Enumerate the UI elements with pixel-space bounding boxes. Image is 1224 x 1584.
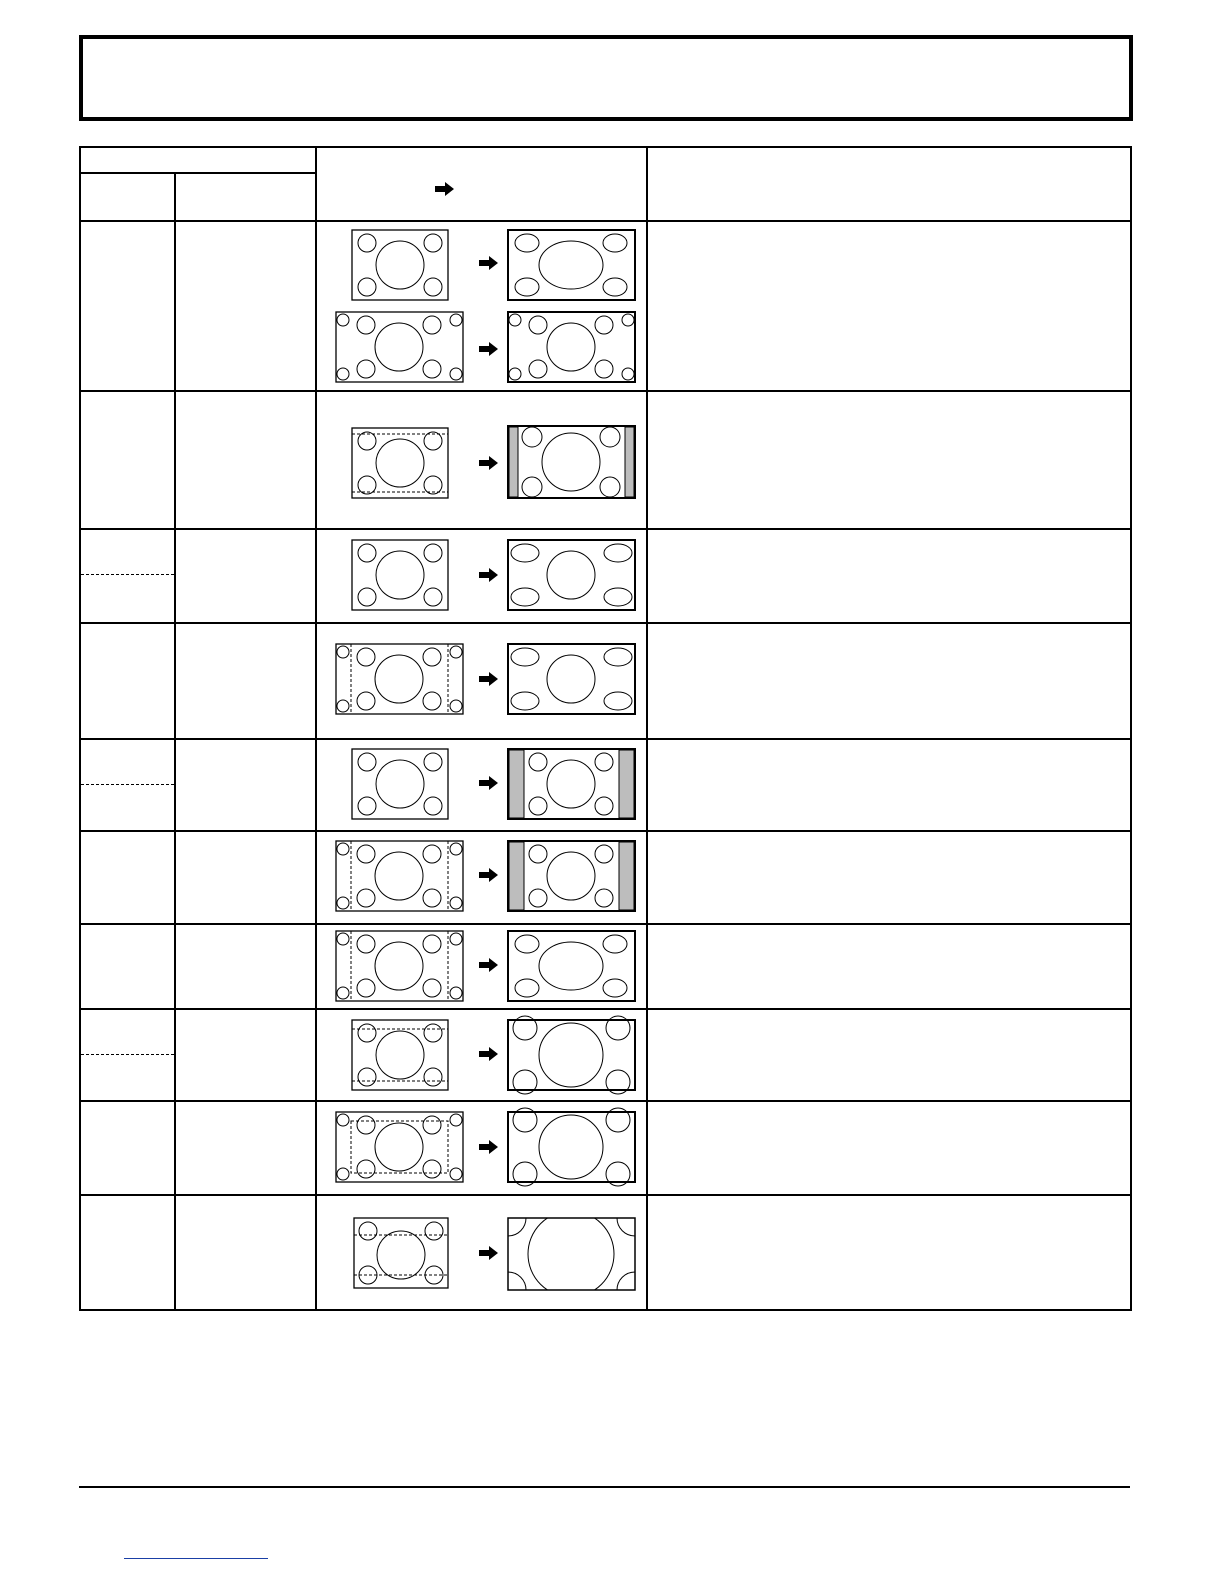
header-mode-group <box>80 147 316 173</box>
row-1-diagram <box>316 221 647 391</box>
row-6-col-a <box>80 831 175 924</box>
row-9-col-b <box>175 1101 316 1195</box>
row-1-diagram-svg <box>317 222 648 388</box>
row-3-diagram <box>316 529 647 623</box>
footer-link-underline[interactable] <box>124 1558 268 1559</box>
row-7-col-b <box>175 924 316 1009</box>
row-9-col-a <box>80 1101 175 1195</box>
row-2-col-a <box>80 391 175 529</box>
row-4-description <box>647 623 1131 739</box>
row-7-description <box>647 924 1131 1009</box>
row-8-description <box>647 1009 1131 1101</box>
row-2-diagram-svg <box>317 392 648 526</box>
row-4-col-b <box>175 623 316 739</box>
header-col1 <box>80 173 175 221</box>
row-9-diagram-svg <box>317 1102 648 1192</box>
row-2-diagram <box>316 391 647 529</box>
row-5-col-a-upper <box>81 740 174 785</box>
row-6-col-b <box>175 831 316 924</box>
row-8-diagram-svg <box>317 1010 648 1098</box>
row-10-diagram-svg <box>317 1196 648 1307</box>
row-5-col-a <box>80 739 175 831</box>
row-1-col-b <box>175 221 316 391</box>
row-4-col-a <box>80 623 175 739</box>
row-3-col-b <box>175 529 316 623</box>
row-3-col-a-upper <box>81 530 174 575</box>
row-5-diagram <box>316 739 647 831</box>
row-4-diagram-svg <box>317 624 648 736</box>
row-7-col-a <box>80 924 175 1009</box>
row-10-diagram <box>316 1195 647 1310</box>
row-4-diagram <box>316 623 647 739</box>
row-8-col-a <box>80 1009 175 1101</box>
row-5-col-b <box>175 739 316 831</box>
row-7-diagram <box>316 924 647 1009</box>
header-description <box>647 147 1131 221</box>
page-title-box <box>79 35 1133 121</box>
row-8-diagram <box>316 1009 647 1101</box>
row-1-col-a <box>80 221 175 391</box>
row-2-description <box>647 391 1131 529</box>
row-3-col-a <box>80 529 175 623</box>
row-9-description <box>647 1101 1131 1195</box>
header-col2 <box>175 173 316 221</box>
row-10-col-a <box>80 1195 175 1310</box>
row-7-diagram-svg <box>317 925 648 1006</box>
bottom-rule <box>79 1486 1130 1488</box>
row-5-diagram-svg <box>317 740 648 828</box>
row-6-diagram <box>316 831 647 924</box>
row-1-description <box>647 221 1131 391</box>
row-2-col-b <box>175 391 316 529</box>
aspect-mode-table <box>79 146 1132 1311</box>
row-5-description <box>647 739 1131 831</box>
row-3-description <box>647 529 1131 623</box>
row-8-col-b <box>175 1009 316 1101</box>
header-image <box>316 147 647 221</box>
row-10-description <box>647 1195 1131 1310</box>
row-8-col-a-upper <box>81 1010 174 1055</box>
row-3-diagram-svg <box>317 530 648 620</box>
right-arrow-icon <box>435 182 455 196</box>
row-9-diagram <box>316 1101 647 1195</box>
row-6-diagram-svg <box>317 832 648 921</box>
row-6-description <box>647 831 1131 924</box>
row-10-col-b <box>175 1195 316 1310</box>
